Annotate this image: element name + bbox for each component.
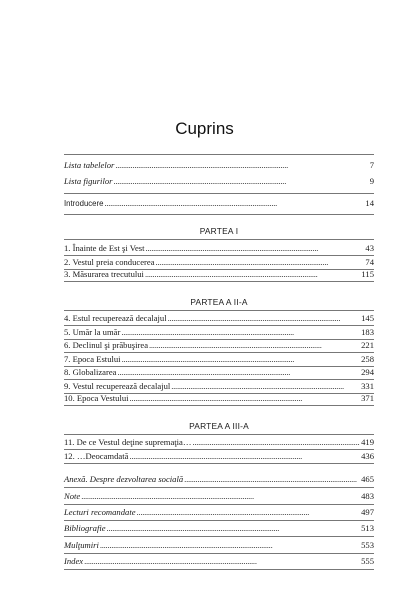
toc-entry-page: 555 [361, 556, 374, 566]
toc-entry-label: Lista figurilor [64, 176, 113, 186]
dot-leader [145, 268, 360, 280]
toc-entry-page: 221 [361, 340, 374, 350]
toc-entry-page: 74 [365, 257, 374, 267]
toc-entry-page: 553 [361, 540, 374, 550]
toc-entry-lista-figurilor[interactable] [64, 175, 374, 187]
toc-entry-label: 10. Epoca Vestului [64, 393, 129, 403]
dot-leader [184, 473, 360, 485]
dot-leader [129, 450, 360, 462]
toc-entry-label: 4. Estul recuperează decalajul [64, 313, 167, 323]
toc-entry-label: 7. Epoca Estului [64, 354, 121, 364]
divider [64, 310, 374, 311]
toc-entry-label: 5. Umăr la umăr [64, 327, 121, 337]
divider [64, 405, 374, 406]
part-heading: PARTEA I [199, 226, 239, 236]
toc-entry-page: 258 [361, 354, 374, 364]
toc-entry-chapter-7[interactable] [64, 353, 374, 365]
divider [64, 463, 374, 464]
toc-entry-label: 12. …Deocamdată [64, 451, 129, 461]
dot-leader [146, 242, 365, 254]
dot-leader [107, 522, 361, 534]
toc-entry-page: 371 [361, 393, 374, 403]
toc-entry-label: 2. Vestul preia conducerea [64, 257, 155, 267]
toc-entry-page: 145 [361, 313, 374, 323]
toc-entry-page: 294 [361, 367, 374, 377]
toc-entry-page: 183 [361, 327, 374, 337]
divider [64, 487, 374, 488]
toc-entry-page: 115 [361, 269, 374, 279]
toc-entry-page: 9 [369, 176, 374, 186]
divider [64, 154, 374, 155]
divider [64, 553, 374, 554]
dot-leader [121, 326, 360, 338]
toc-entry-label: Lecturi recomandate [64, 507, 136, 517]
toc-entry-page: 14 [365, 198, 374, 208]
toc-entry-page: 483 [361, 491, 374, 501]
toc-entry-page: 7 [369, 160, 374, 170]
toc-entry-label: 11. De ce Vestul deţine supremaţia… [64, 437, 192, 447]
toc-entry-label: 6. Declinul şi prăbuşirea [64, 340, 149, 350]
dot-leader [81, 490, 360, 502]
toc-entry-chapter-10[interactable] [64, 392, 374, 404]
toc-entry-label: Bibliografie [64, 523, 106, 533]
toc-entry-page: 43 [365, 243, 374, 253]
toc-entry-chapter-12[interactable] [64, 450, 374, 462]
dot-leader [113, 175, 368, 187]
toc-entry-chapter-3[interactable] [64, 268, 374, 280]
toc-entry-label: 9. Vestul recuperează decalajul [64, 381, 171, 391]
toc-entry-chapter-11[interactable] [64, 436, 374, 448]
toc-entry-page: 513 [361, 523, 374, 533]
divider [64, 214, 374, 215]
toc-entry-lecturi-recomandate[interactable] [64, 506, 374, 518]
toc-entry-label: Index [64, 556, 84, 566]
divider [64, 281, 374, 282]
dot-leader [115, 159, 368, 171]
divider [64, 536, 374, 537]
part-heading: PARTEA A III-A [189, 421, 249, 431]
toc-entry-note[interactable] [64, 490, 374, 502]
divider [64, 504, 374, 505]
toc-entry-chapter-2[interactable] [64, 256, 374, 268]
toc-entry-page: 465 [361, 474, 374, 484]
toc-entry-lista-tabelelor[interactable] [64, 159, 374, 171]
dot-leader [192, 436, 360, 448]
toc-entry-page: 331 [361, 381, 374, 391]
part-heading: PARTEA A II-A [190, 297, 248, 307]
toc-entry-label: 8. Globalizarea [64, 367, 117, 377]
divider [64, 193, 374, 194]
toc-entry-multumiri[interactable] [64, 539, 374, 551]
page-title: Cuprins [175, 119, 234, 138]
dot-leader [122, 353, 361, 365]
toc-entry-label: 1. Înainte de Est şi Vest [64, 243, 145, 253]
dot-leader [171, 380, 360, 392]
dot-leader [118, 366, 361, 378]
toc-entry-anexa[interactable] [64, 473, 374, 485]
toc-entry-chapter-1[interactable] [64, 242, 374, 254]
toc-entry-page: 497 [361, 507, 374, 517]
toc-entry-label: Lista tabelelor [64, 160, 115, 170]
toc-entry-label: Note [64, 491, 81, 501]
dot-leader [168, 312, 361, 324]
toc-entry-chapter-4[interactable] [64, 312, 374, 324]
toc-entry-label: 3. Măsurarea trecutului [64, 269, 144, 279]
dot-leader [130, 392, 361, 404]
toc-entry-index[interactable] [64, 555, 374, 567]
divider [64, 520, 374, 521]
dot-leader [104, 197, 364, 209]
toc-entry-chapter-5[interactable] [64, 326, 374, 338]
dot-leader [137, 506, 361, 518]
toc-entry-label: Introducere [64, 199, 104, 208]
toc-entry-chapter-8[interactable] [64, 366, 374, 378]
dot-leader [156, 256, 365, 268]
toc-entry-bibliografie[interactable] [64, 522, 374, 534]
divider [64, 239, 374, 240]
toc-entry-chapter-9[interactable] [64, 380, 374, 392]
divider [64, 434, 374, 435]
toc-entry-chapter-6[interactable] [64, 339, 374, 351]
divider [64, 569, 374, 570]
toc-entry-page: 419 [361, 437, 374, 447]
dot-leader [84, 555, 360, 567]
toc-entry-page: 436 [361, 451, 374, 461]
toc-entry-label: Mulţumiri [64, 540, 99, 550]
dot-leader [100, 539, 360, 551]
dot-leader [149, 339, 360, 351]
toc-entry-label: Anexă. Despre dezvoltarea socială [64, 474, 184, 484]
toc-entry-introducere[interactable] [64, 197, 374, 209]
